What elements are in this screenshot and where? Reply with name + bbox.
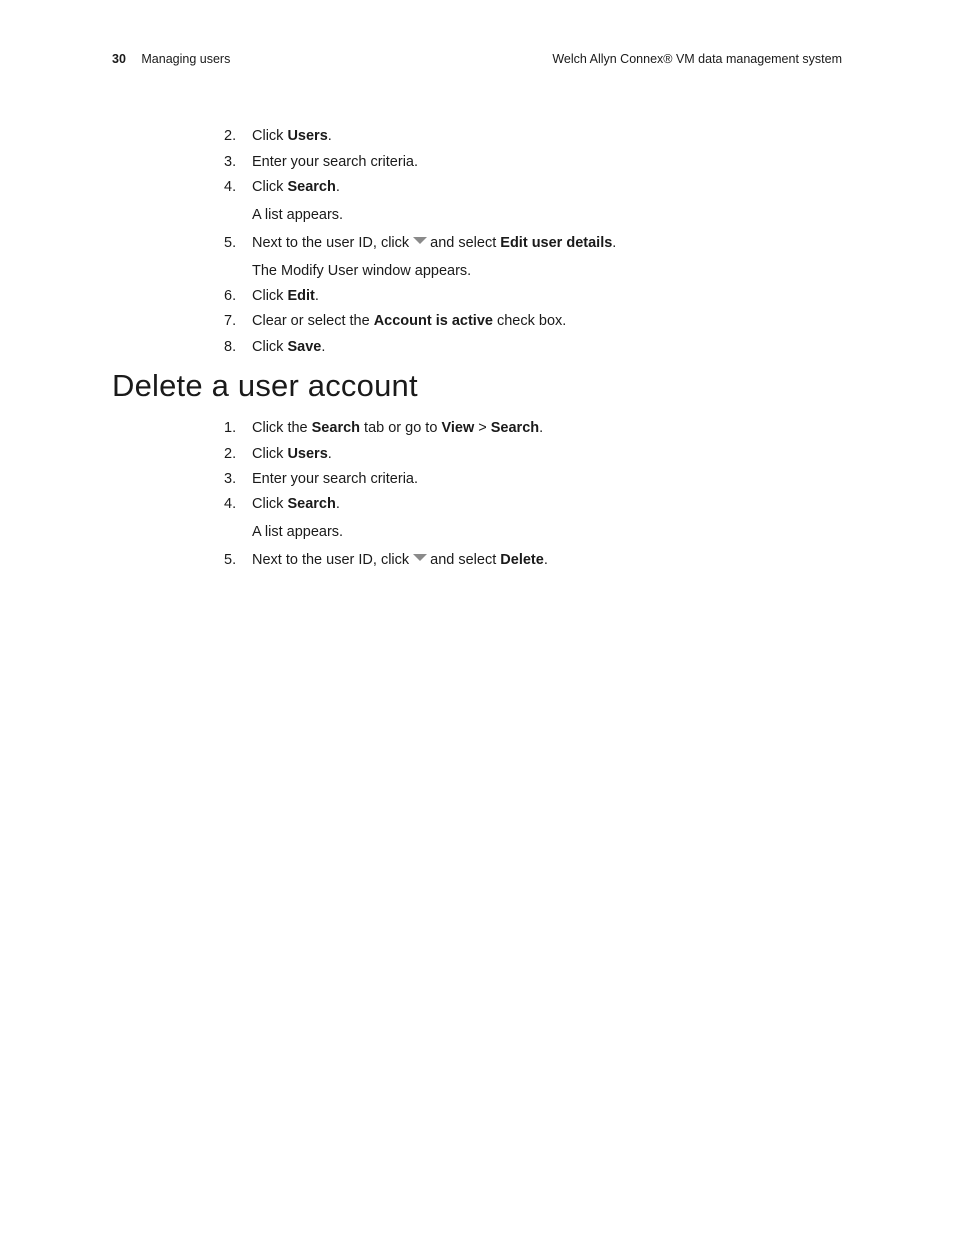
delete-note-list-appears: A list appears.: [252, 524, 344, 540]
section-title: Managing users: [141, 52, 231, 66]
dropdown-arrow-icon: [413, 237, 427, 244]
dropdown-arrow-icon: [413, 554, 427, 561]
edit-note-modify-window: The Modify User window appears.: [252, 263, 472, 279]
product-name: Welch Allyn Connex® VM data management system: [552, 52, 842, 66]
section-heading-delete-user: Delete a user account: [112, 368, 418, 403]
page-number: 30: [112, 52, 126, 66]
page-header: [112, 50, 842, 68]
edit-note-list-appears: A list appears.: [252, 207, 344, 223]
